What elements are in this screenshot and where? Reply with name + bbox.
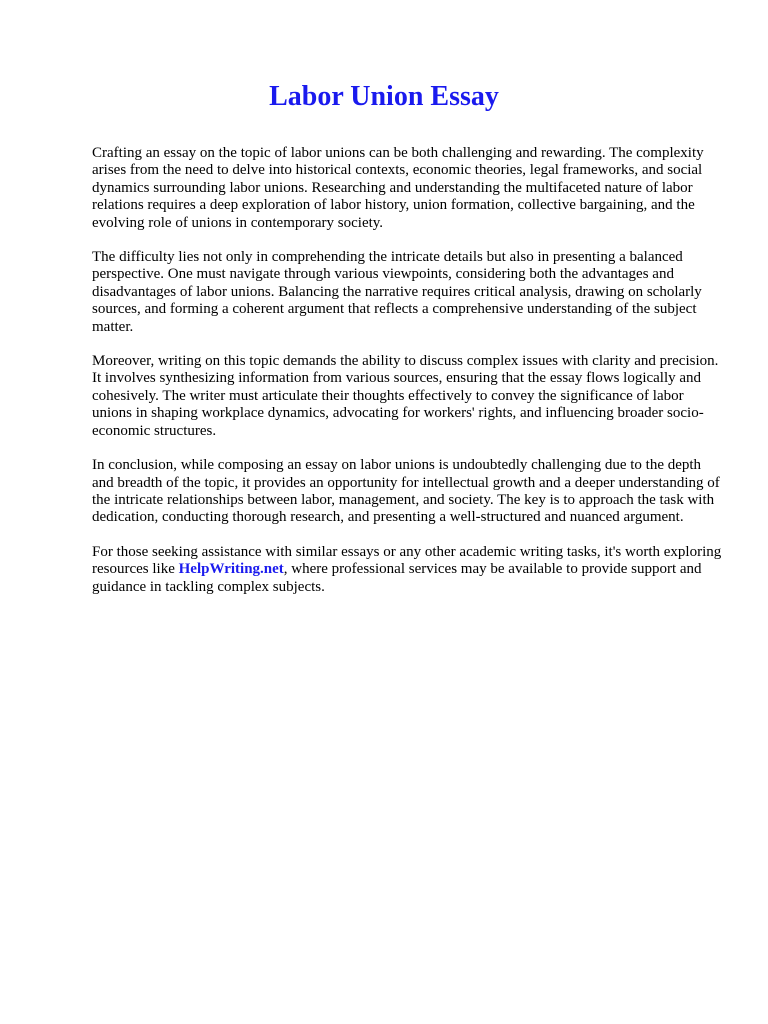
document-title: Labor Union Essay [269,81,499,112]
paragraph-2: The difficulty lies not only in comprehending the intricate details but also in presenting a balanced perspective. One must navigate through various viewpoints, considering both the advantages and disadvantages of labor unions. Balancing the narrative requires critical analysis, drawing on scholarly sources, and forming a coherent argument that reflects a comprehensive understanding of the subject matter. [92,249,702,335]
closing-paragraph [92,544,726,596]
helpwriting-link[interactable]: HelpWriting.net [178,561,284,578]
paragraph-3: Moreover, writing on this topic demands the ability to discuss complex issues with clarity and precision. It involves synthesizing information from various sources, ensuring that the essay flows logically and cohesively. The writer must articulate their thoughts effectively to convey the significance of labor unions in shaping workplace dynamics, advocating for workers' rights, and influencing broader socio-economic structures. [92,353,719,439]
closing-text-after-link: , where professional services may be available to provide support and guidance in tackling complex subjects. [92,561,702,595]
paragraph-1: Crafting an essay on the topic of labor unions can be both challenging and rewarding. The complexity arises from the need to delve into historical contexts, economic theories, legal frameworks, and social dynamics surrounding labor unions. Researching and understanding the multifaceted nature of labor relations requires a deep exploration of labor history, union formation, collective bargaining, and the evolving role of unions in contemporary society. [92,145,704,231]
paragraph-4: In conclusion, while composing an essay on labor unions is undoubtedly challenging due to the depth and breadth of the topic, it provides an opportunity for intellectual growth and a deeper understanding of the intricate relationships between labor, management, and society. The key is to approach the task with dedication, conducting thorough research, and presenting a well-structured and nuanced argument. [92,457,720,526]
document-body [92,145,726,613]
closing-text-before-link: For those seeking assistance with similar essays or any other academic writing tasks, it's worth exploring resources like [92,543,722,578]
